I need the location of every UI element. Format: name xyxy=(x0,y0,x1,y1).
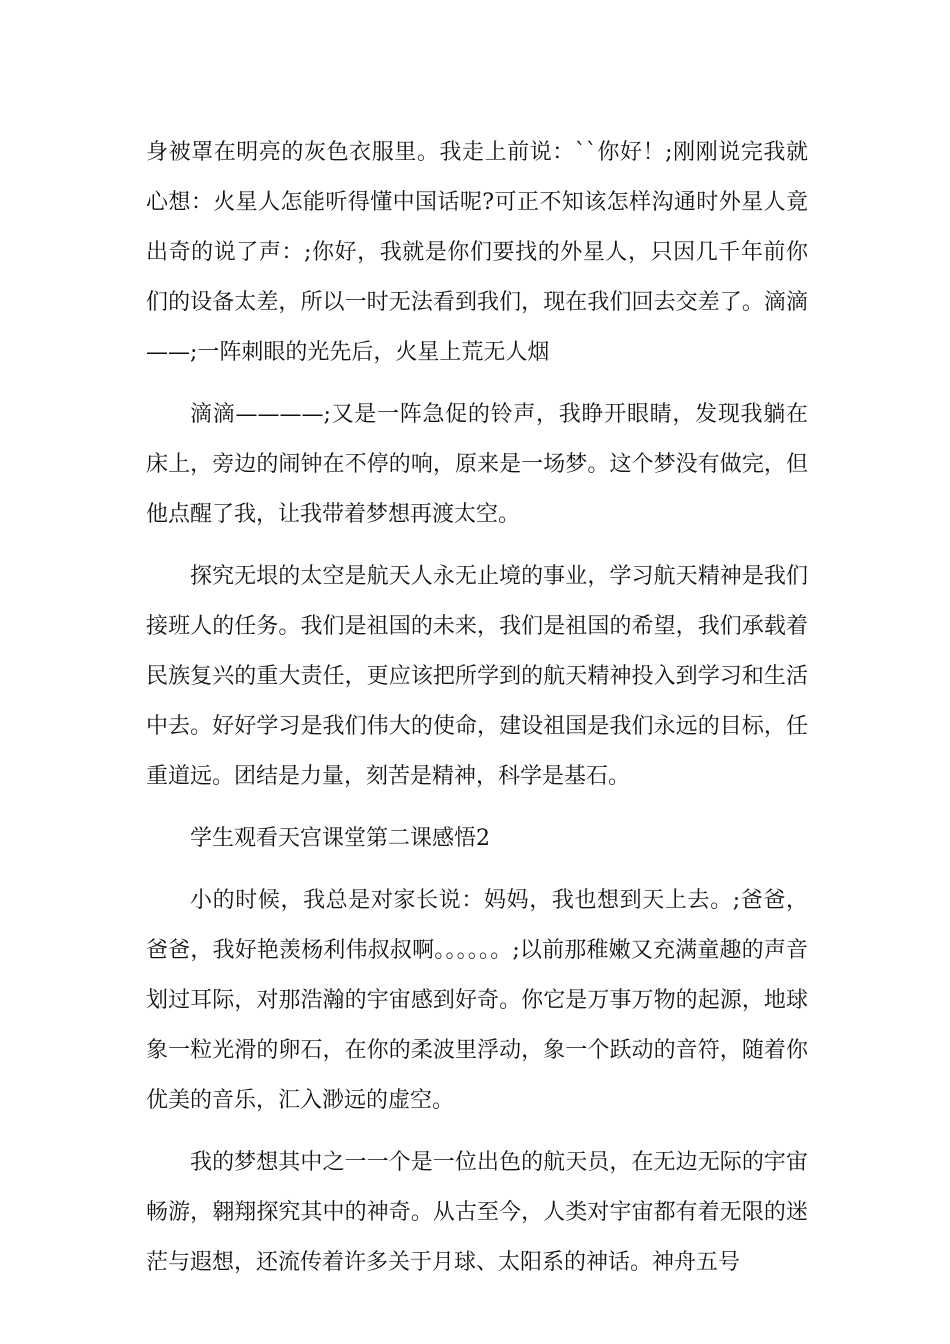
paragraph-1: 身被罩在明亮的灰色衣服里。我走上前说：``你好！;刚刚说完我就心想：火星人怎能听得懂中国话呢?可正不知该怎样沟通时外星人竟出奇的说了声：;你好，我就是你们要找的外星人，只因几千年前你们的设备太差，所以一时无法看到我们，现在我们回去交差了。滴滴——;一阵刺眼的光先后，火星上荒无人烟 xyxy=(146,140,808,365)
paragraph-5: 我的梦想其中之一一个是一位出色的航天员，在无边无际的宇宙畅游，翱翔探究其中的神奇。从古至今，人类对宇宙都有着无限的迷茫与遐想，还流传着许多关于月球、太阳系的神话。神舟五号 xyxy=(146,1150,808,1275)
paragraph-2: 滴滴————;又是一阵急促的铃声，我睁开眼睛，发现我躺在床上，旁边的闹钟在不停的响，原来是一场梦。这个梦没有做完，但他点醒了我，让我带着梦想再渡太空。 xyxy=(146,402,808,527)
paragraph-4: 小的时候，我总是对家长说：妈妈，我也想到天上去。;爸爸，爸爸，我好艳羡杨利伟叔叔啊。。。。。。;以前那稚嫩又充满童趣的声音划过耳际，对那浩瀚的宇宙感到好奇。你它是万事万物的起源，地球象一粒光滑的卵石，在你的柔波里浮动，象一个跃动的音符，随着你优美的音乐，汇入渺远的虚空。 xyxy=(146,888,808,1113)
paragraph-3: 探究无垠的太空是航天人永无止境的事业，学习航天精神是我们接班人的任务。我们是祖国的未来，我们是祖国的希望，我们承载着民族复兴的重大责任，更应该把所学到的航天精神投入到学习和生活中去。好好学习是我们伟大的使命，建设祖国是我们永远的目标，任重道远。团结是力量，刻苦是精神，科学是基石。 xyxy=(146,564,808,789)
section-heading: 学生观看天宫课堂第二课感悟2 xyxy=(190,826,490,851)
document-body xyxy=(146,128,808,1300)
